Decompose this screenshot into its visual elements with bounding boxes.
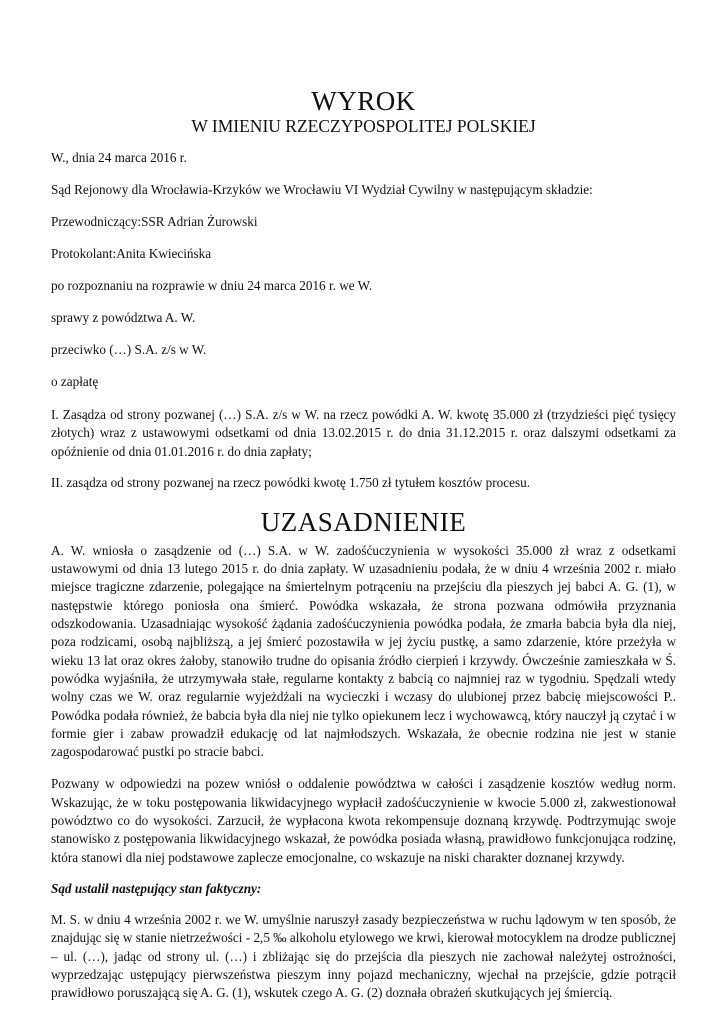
chair-line: Przewodniczący:SSR Adrian Żurowski bbox=[51, 214, 258, 229]
document-page bbox=[51, 86, 676, 1016]
document-title: WYROK bbox=[311, 86, 416, 116]
document-subtitle: W IMIENIU RZECZYPOSPOLITEJ POLSKIEJ bbox=[191, 116, 536, 136]
facts-heading: Sąd ustalił następujący stan faktyczny: bbox=[51, 880, 262, 896]
subject-line: o zapłatę bbox=[51, 374, 99, 389]
verdict-point-1: I. Zasądza od strony pozwanej (…) S.A. z/s w W. na rzecz powódki A. W. kwotę 35.000 zł (trzydzieści pięć tysięcy złotych) wraz z ustawowymi odsetkami od dnia 13.02.2015 r. do dnia 31.12.2015 r. oraz dalszymi odsetkami za opóźnienie od dnia 01.01.2016 r. do dnia zapłaty; bbox=[51, 407, 676, 459]
court-line: Sąd Rejonowy dla Wrocławia-Krzyków we Wrocławiu VI Wydział Cywilny w następującym składzie: bbox=[51, 182, 593, 197]
facts-paragraph: M. S. w dniu 4 września 2002 r. we W. umyślnie naruszył zasady bezpieczeństwa w ruchu lądowym w ten sposób, że znajdując się w stanie nietrzeźwości - 2,5 ‰ alkoholu etylowego we krwi, kierował motocyklem na drodze publicznej – ul. (…), jadąc od strony ul. (…) i zbliżając się do przejścia dla pieszych nie zachował należytej ostrożności, wyprzedzając ustępujący pierwszeństwa pieszym inny pojazd mechaniczny, wjechał na przejście, gdzie potrącił prawidłowo poruszającą się A. G. (1), wskutek czego A. G. (2) doznała obrażeń skutkujących jej śmiercią. bbox=[51, 911, 676, 1001]
justification-paragraph-1: A. W. wniosła o zasądzenie od (…) S.A. w W. zadośćuczynienia w wysokości 35.000 zł wraz z odsetkami ustawowymi od dnia 13 lutego 2015 r. do dnia zapłaty. W uzasadnieniu podała, że w dniu 4 września 2002 r. miało miejsce tragiczne zdarzenie, polegające na śmiertelnym potrąceniu na przejściu dla pieszych jej babci A. G. (1), w następstwie którego poniosła ona śmierć. Powódka wskazała, że strona pozwana odmówiła przyznania odszkodowania. Uzasadniając wysokość żądania zadośćuczynienia powódka podała, że zmarła babcia była dla niej, poza rodzicami, osobą najbliższą, a jej śmierć pozostawiła w jej życiu pustkę, a samo zdarzenie, które przeżyła w wieku 13 lat oraz okres żałoby, stanowiło trudne do opisania źródło cierpień i krzywdy. Ówcześnie zamieszkała w Ś. powódka wyjaśniła, że utrzymywała stałe, regularne kontakty z babcią co najmniej raz w tygodniu. Spędzali wtedy wolny czas we W. oraz regularnie wyjeżdżali na wycieczki i wczasy do ulubionej przez babcię miejscowości P.. Powódka podała również, że babcia była dla niej nie tylko opiekunem lecz i wychowawcą, który nauczył ją czytać i w formie gier i zabaw prowadził edukację od lat najmłodszych. Wskazała, że obecnie rodzina nie jest w stanie zagospodarować pustki po stracie babci. bbox=[51, 542, 676, 760]
verdict-point-2: II. zasądza od strony pozwanej na rzecz powódki kwotę 1.750 zł tytułem kosztów procesu. bbox=[51, 474, 530, 490]
clerk-line: Protokolant:Anita Kwiecińska bbox=[51, 246, 212, 261]
justification-paragraph-2: Pozwany w odpowiedzi na pozew wniósł o oddalenie powództwa w całości i zasądzenie kosztów według norm. Wskazując, że w toku postępowania likwidacyjnego wypłacił zadośćuczynienie w kwocie 5.000 zł, zakwestionował powództwo co do wysokości. Zarzucił, że wypłacona kwota rekompensuje doznaną krzywdę. Podtrzymując swoje stanowisko z postępowania likwidacyjnego wskazał, że powódka posiada własną, prawidłowo funkcjonująca rodzinę, która stanowi dla niej podstawowe zaplecze emocjonalne, co wskazuje na niski charakter doznanej krzywdy. bbox=[51, 776, 676, 865]
against-line: przeciwko (…) S.A. z/s w W. bbox=[51, 342, 207, 357]
hearing-line: po rozpoznaniu na rozprawie w dniu 24 marca 2016 r. we W. bbox=[51, 278, 373, 293]
case-line: sprawy z powództwa A. W. bbox=[51, 310, 196, 325]
justification-heading: UZASADNIENIE bbox=[260, 506, 467, 537]
date-line: W., dnia 24 marca 2016 r. bbox=[51, 150, 187, 165]
